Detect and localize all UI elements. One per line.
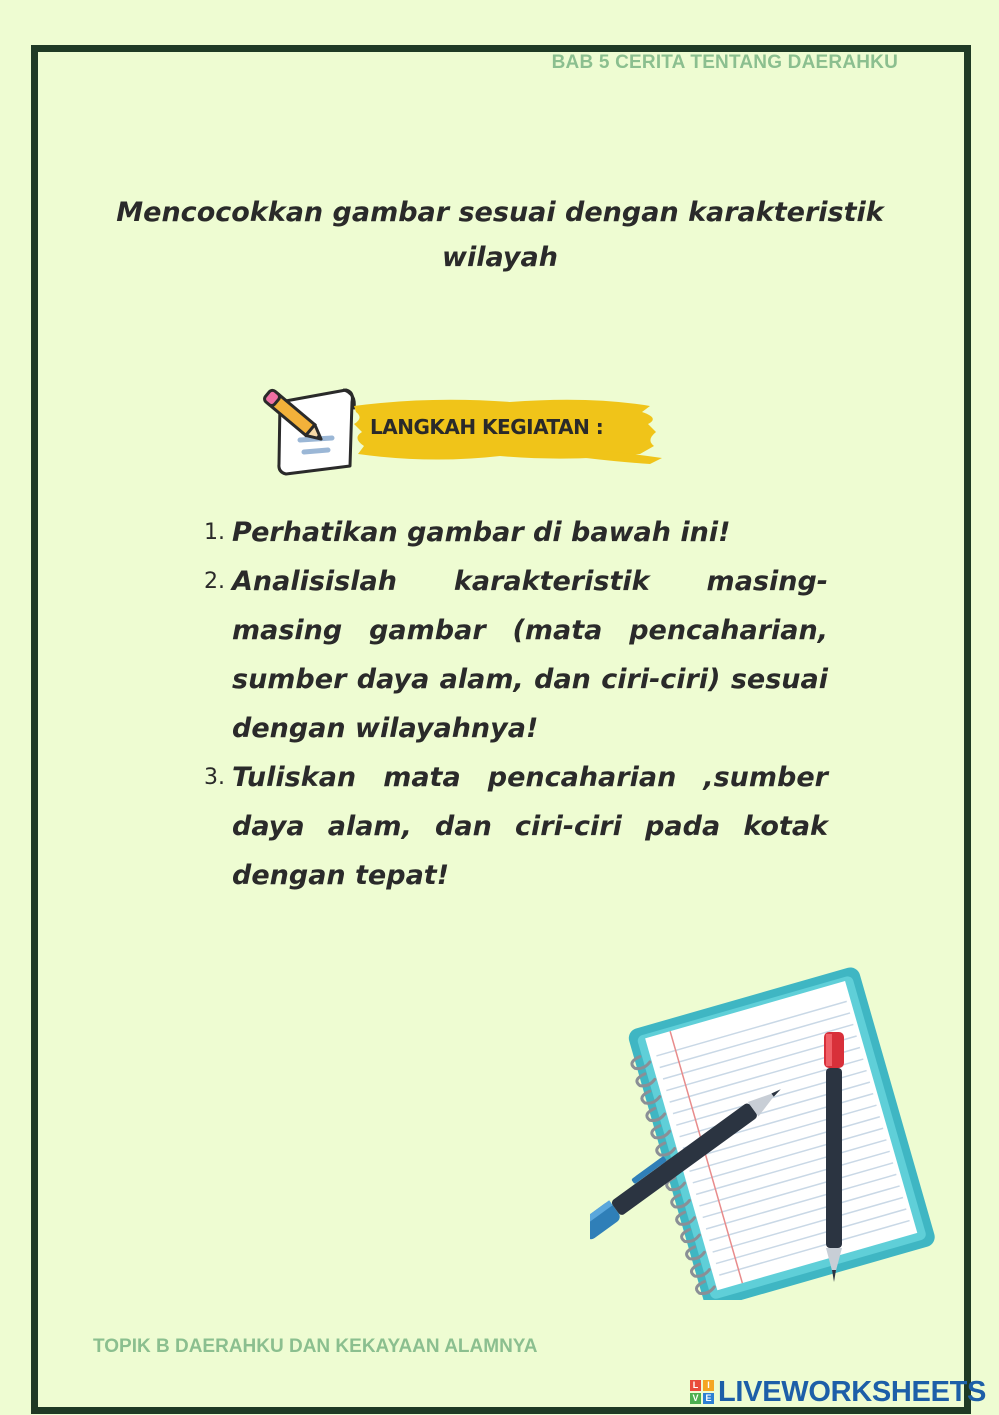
chapter-header: BAB 5 CERITA TENTANG DAERAHKU [551,52,898,73]
steps-heading-label: LANGKAH KEGIATAN : [370,415,604,439]
logo-mark-icon [690,1380,714,1404]
step-text: Perhatikan gambar di bawah ini! [232,517,731,548]
steps-heading [258,380,678,480]
step-number: 2. [204,569,225,594]
logo-wordmark: LIVEWORKSHEETS [718,1375,987,1408]
steps-list [204,508,828,900]
liveworksheets-logo [690,1375,986,1409]
step-number: 3. [204,765,225,790]
page-title: Mencocokkan gambar sesuai dengan karakteristik wilayah [116,197,884,273]
logo-letter: L [690,1380,701,1391]
topic-footer: TOPIK B DAERAHKU DAN KEKAYAAN ALAMNYA [93,1336,538,1357]
list-item [204,508,828,557]
logo-letter: E [703,1393,714,1404]
logo-letter: V [690,1393,701,1404]
step-text: Analisislah karakteristik masing-masing gambar (mata pencaharian, sumber daya alam, dan ciri-ciri) sesuai dengan wilayahnya! [232,566,828,744]
logo-letter: I [703,1380,714,1391]
list-item [204,753,828,900]
step-number: 1. [204,520,225,545]
step-text: Tuliskan mata pencaharian ,sumber daya alam, dan ciri-ciri pada kotak dengan tepat! [232,762,828,891]
pencil-paper-icon [258,380,358,480]
list-item [204,557,828,753]
notebook-pens-icon [590,960,950,1300]
